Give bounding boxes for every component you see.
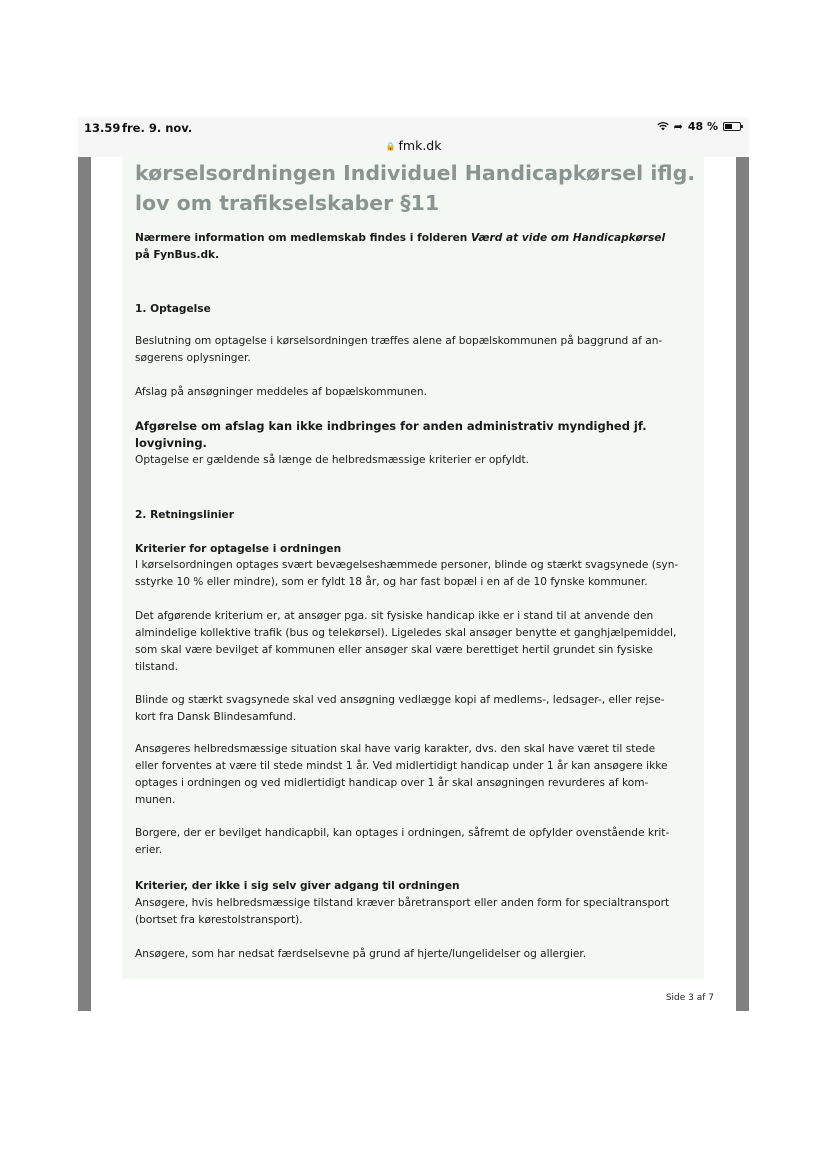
non-criteria-paragraph: Ansøgere, hvis helbredsmæssige tilstand kræver båretransport eller anden form for specialtransport (bortset fra kørestolstransport).	[135, 897, 670, 926]
wifi-icon	[657, 122, 669, 131]
status-date: fre. 9. nov.	[122, 121, 193, 135]
status-time: 13.59	[84, 121, 121, 135]
status-bar	[78, 117, 749, 157]
criteria-paragraph: Borgere, der er bevilget handicapbil, kan optages i ordningen, såfremt de opfylder ovenstående krit- erier.	[135, 827, 670, 856]
intro-text: Nærmere information om medlemskab findes i folderen Værd at vide om Handicapkørsel på FynBus.dk.	[135, 232, 666, 261]
left-margin-bar	[78, 157, 91, 1011]
url-text: fmk.dk	[398, 138, 442, 153]
page-number: Side 3 af 7	[665, 993, 714, 1003]
criteria-paragraph: Ansøgeres helbredsmæssige situation skal have varig karakter, dvs. den skal have været til stede eller forventes at være til stede mindst 1 år. Ved midlertidigt handicap under 1 år kan ansøgere ikke optages i ordningen og ved midlertidigt handicap over 1 år skal ansøgningen revurderes af kom- munen.	[135, 743, 668, 806]
criteria-heading: Kriterier for optagelse i ordningen	[135, 543, 342, 555]
status-indicators	[657, 120, 741, 133]
criteria-paragraph: Blinde og stærkt svagsynede skal ved ansøgning vedlægge kopi af medlems-, ledsager-, eller rejse- kort fra Dansk Blindesamfund.	[135, 694, 665, 723]
right-margin-bar	[736, 157, 749, 1011]
lock-icon: 🔒	[385, 142, 396, 151]
address-bar[interactable]	[78, 138, 749, 153]
folder-link[interactable]: Værd at vide om Handicapkørsel	[471, 232, 666, 244]
document-page[interactable]	[91, 157, 736, 1011]
sec1-paragraph: Beslutning om optagelse i kørselsordningen træffes alene af bopælskommunen på baggrund af an- søgerens oplysninger.	[135, 335, 663, 364]
criteria-paragraph: Det afgørende kriterium er, at ansøger pga. sit fysiske handicap ikke er i stand til at anvende den almindelige kollektive trafik (bus og telekørsel). Ligeledes skal ansøger benytte et ganghjælpemiddel, som skal være bevilget af kommunen eller ansøger skal være berettiget hertil grundet sin fysiske tilstand.	[135, 610, 677, 673]
criteria-paragraph: I kørselsordningen optages svært bevægelseshæmmede personer, blinde og stærkt svagsynede (syn- sstyrke 10 % eller mindre), som er fyldt 18 år, og har fast bopæl i en af de 10 fynske kommuner.	[135, 559, 679, 588]
non-criteria-paragraph: Ansøgere, som har nedsat færdselsevne på grund af hjerte/lungelidelser og allergier.	[135, 948, 587, 960]
location-arrow-icon: ➦	[673, 120, 683, 133]
sec1-bold-paragraph: Afgørelse om afslag kan ikke indbringes for anden administrativ myndighed jf. lovgivning.	[135, 419, 647, 450]
non-criteria-heading: Kriterier, der ikke i sig selv giver adgang til ordningen	[135, 880, 460, 892]
section-1-heading: 1. Optagelse	[135, 303, 211, 315]
battery-icon	[723, 122, 741, 131]
sec1-paragraph: Afslag på ansøgninger meddeles af bopælskommunen.	[135, 386, 427, 398]
sec1-paragraph: Optagelse er gældende så længe de helbredsmæssige kriterier er opfyldt.	[135, 454, 530, 466]
content-panel: kørselsordningen Individuel Handicapkørsel iflg. lov om trafikselskaber §11 Nærmere information om medlemskab findes i folderen Værd at vide om Handicapkørsel på FynBus.dk. 1. Optagelse Beslutning om optagelse i kørselsordningen træffes alene af bopælskommunen på baggrund af an- søgerens oplysninger. Afslag på ansøgninger meddeles af bopælskommunen. Afgørelse om afslag kan ikke indbringes for anden administrativ myndighed jf. lovgivning. Optagelse er gældende så længe de helbredsmæssige kriterier er opfyldt. 2. Retningslinier Kriterier for optagelse i ordningen I kørselsordningen optages svært bevægelseshæmmede personer, blinde og stærkt svagsynede (syn- sstyrke 10 % eller mindre), som er fyldt 18 år, og har fast bopæl i en af de 10 fynske kommuner. Det afgørende kriterium er, at ansøger pga. sit fysiske handicap ikke er i stand til at anvende den almindelige kollektive trafik (bus og telekørsel). Ligeledes skal ansøger benytte et ganghjælpemiddel, som skal være bevilget af kommunen eller ansøger skal være berettiget hertil grundet sin fysiske tilstand. Blinde og stærkt svagsynede skal ved ansøgning vedlægge kopi af medlems-, ledsager-, eller rejse- kort fra Dansk Blindesamfund. Ansøgeres helbredsmæssige situation skal have varig karakter, dvs. den skal have været til stede eller forventes at være til stede mindst 1 år. Ved midlertidigt handicap under 1 år kan ansøgere ikke optages i ordningen og ved midlertidigt handicap over 1 år skal ansøgningen revurderes af kom- munen. Borgere, der er bevilget handicapbil, kan optages i ordningen, såfremt de opfylder ovenstående krit- erier. Kriterier, der ikke i sig selv giver adgang til ordningen Ansøgere, hvis helbredsmæssige tilstand kræver båretransport eller anden form for specialtransport (bortset fra kørestolstransport). Ansøgere, som har nedsat færdselsevne på grund af hjerte/lungelidelser og allergier.	[122, 157, 704, 979]
section-2-heading: 2. Retningslinier	[135, 509, 234, 521]
battery-percent: 48 %	[687, 120, 718, 133]
